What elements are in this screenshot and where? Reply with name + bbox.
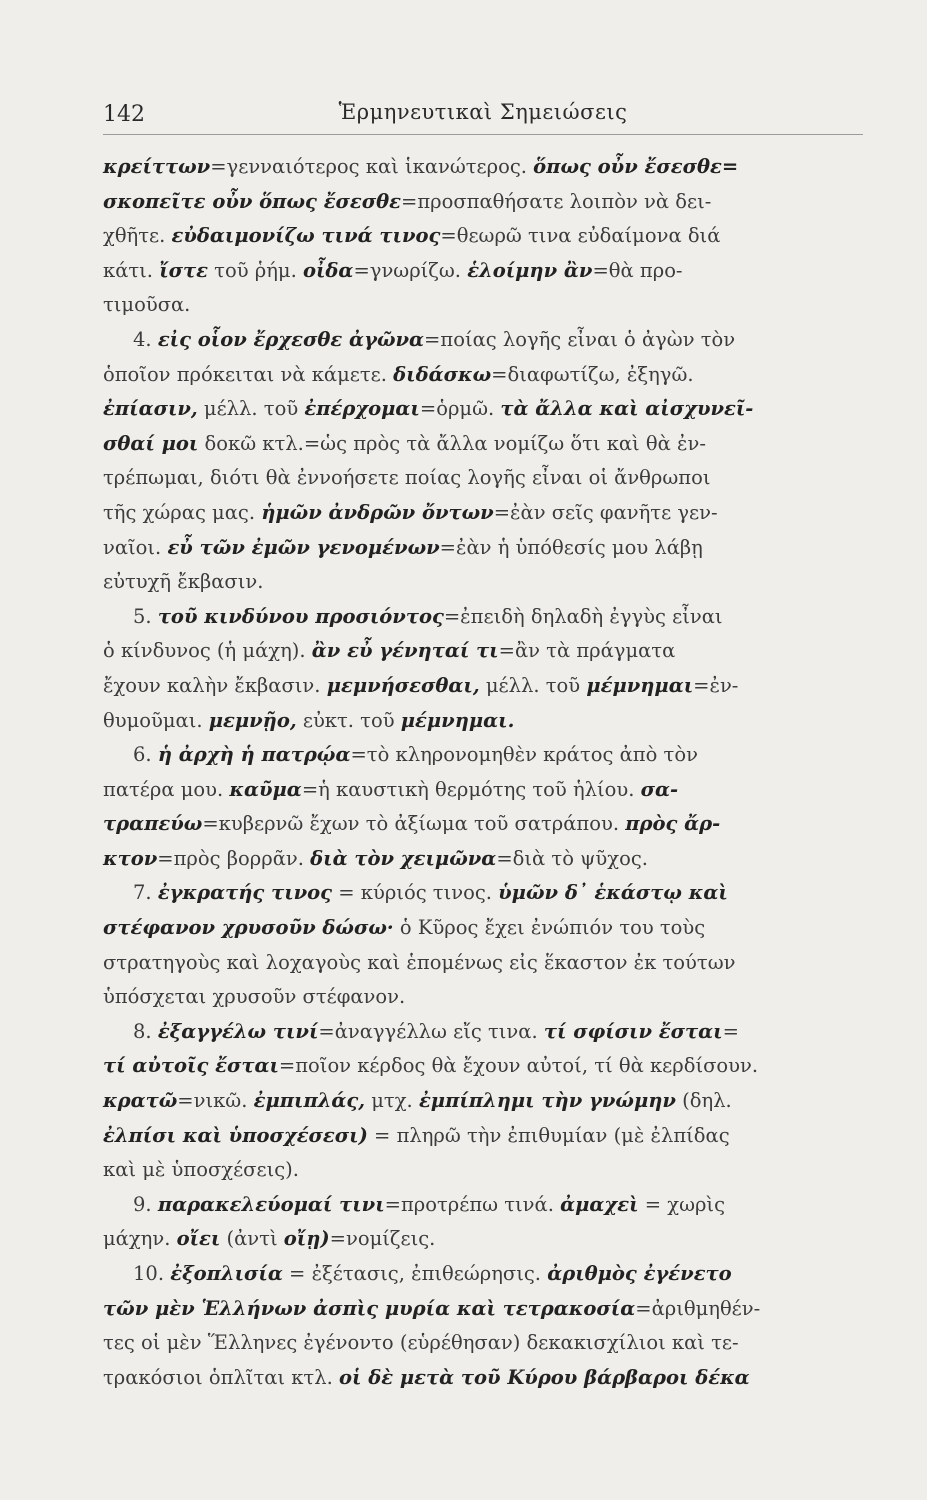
- text-line: [103, 1119, 871, 1154]
- gloss-text: μάχην.: [103, 1227, 177, 1251]
- lemma-term: τὰ ἄλλα καὶ αἰσχυνεῖ-: [500, 397, 754, 421]
- gloss-text: εὐκτ. τοῦ: [296, 708, 401, 732]
- lemma-term: παρακελεύομαί τινι: [157, 1192, 385, 1216]
- gloss-text: δοκῶ κτλ.=ὡς πρὸς τὰ ἄλλα νομίζω ὅτι καὶ θὰ ἐν-: [198, 431, 706, 455]
- lemma-term: οἴει: [176, 1227, 221, 1251]
- gloss-text: =γνωρίζω.: [353, 258, 468, 282]
- gloss-text: στρατηγοὺς καὶ λοχαγοὺς καὶ ἑπομένως εἰς ἕκαστον ἐκ τούτων: [103, 950, 736, 974]
- lemma-term: μέμνημαι: [586, 673, 694, 697]
- lemma-term: ἐμπιπλάς,: [253, 1089, 366, 1113]
- lemma-term: ὅπως οὖν ἔσεσθε=: [533, 155, 739, 178]
- text-line: [103, 219, 871, 254]
- gloss-text: 6.: [133, 743, 158, 767]
- lemma-term: πρὸς ἄρ-: [625, 812, 721, 836]
- gloss-text: μτχ.: [365, 1089, 419, 1113]
- text-line: [103, 911, 871, 946]
- lemma-term: τῶν μὲν Ἑλλήνων ἀσπὶς μυρία καὶ τετρακοσία: [103, 1296, 636, 1320]
- gloss-text: 5.: [133, 604, 158, 628]
- lemma-term: ἐμπίπλημι τὴν γνώμην: [418, 1089, 676, 1113]
- text-line: [103, 1326, 871, 1361]
- gloss-text: =κυβερνῶ ἔχων τὸ ἀξίωμα τοῦ σατράπου.: [202, 812, 626, 836]
- lemma-term: κτον: [103, 846, 158, 870]
- gloss-text: =ποίας λογῆς εἶναι ὁ ἀγὼν τὸν: [424, 327, 736, 351]
- text-line: [103, 634, 871, 669]
- lemma-term: στέφανον χρυσοῦν δώσω·: [103, 916, 394, 940]
- gloss-text: =τὸ κληρονομηθὲν κράτος ἀπὸ τὸν: [350, 743, 698, 767]
- gloss-text: = χωρὶς: [638, 1192, 725, 1216]
- lemma-term: οἶδα: [302, 258, 354, 282]
- lemma-term: τραπεύω: [103, 812, 203, 836]
- gloss-text: ναῖοι.: [103, 535, 168, 559]
- gloss-text: 4.: [133, 327, 158, 351]
- gloss-text: =θεωρῶ τινα εὐδαίμονα διά: [440, 224, 721, 248]
- gloss-text: μέλλ. τοῦ: [479, 673, 587, 697]
- lemma-term: εὖ τῶν ἐμῶν γενομένων: [167, 535, 440, 559]
- lemma-term: σθαί μοι: [103, 431, 199, 455]
- lemma-term: ἀριθμὸς ἐγένετο: [547, 1262, 732, 1285]
- gloss-text: =ἐν-: [693, 673, 739, 697]
- text-line: [103, 1084, 871, 1119]
- gloss-text: =ἐὰν σεῖς φανῆτε γεν-: [493, 500, 718, 524]
- gloss-text: εὐτυχῆ ἔκβασιν.: [103, 570, 264, 594]
- lemma-term: μεμνήσεσθαι,: [326, 673, 480, 697]
- text-line: [103, 531, 871, 566]
- lemma-term: ὑμῶν δ᾽ ἑκάστῳ καὶ: [498, 881, 728, 905]
- gloss-text: =ἡ καυστικὴ θερμότης τοῦ ἡλίου.: [301, 777, 641, 801]
- text-line: [103, 1188, 871, 1223]
- lemma-term: τοῦ κινδύνου προσιόντος: [157, 604, 444, 628]
- text-line: [103, 358, 871, 393]
- gloss-text: μέλλ. τοῦ: [197, 397, 305, 421]
- lemma-term: καῦμα: [229, 777, 302, 801]
- gloss-text: τρακόσιοι ὁπλῖται κτλ.: [103, 1365, 339, 1389]
- lemma-term: ἐξοπλισία: [170, 1262, 283, 1285]
- lemma-term: τί σφίσιν ἔσται: [543, 1019, 723, 1043]
- gloss-text: καὶ μὲ ὑποσχέσεις).: [103, 1158, 299, 1182]
- gloss-text: τες οἱ μὲν Ἕλληνες ἐγένοντο (εὑρέθησαν) δεκακισχίλιοι καὶ τε-: [103, 1331, 739, 1355]
- running-title: Ἑρμηνευτικαὶ Σημειώσεις: [338, 100, 628, 124]
- lemma-term: ἂν εὖ γένηταί τι: [311, 639, 499, 663]
- gloss-text: =πρὸς βορρᾶν.: [157, 846, 311, 870]
- text-line: [103, 461, 871, 496]
- lemma-term: μέμνημαι.: [400, 708, 515, 732]
- text-line: [103, 807, 871, 842]
- lemma-term: ἡ ἀρχὴ ἡ πατρῴα: [157, 743, 351, 767]
- text-line: [103, 842, 871, 877]
- text-line: [103, 738, 871, 773]
- gloss-text: χθῆτε.: [103, 224, 172, 248]
- gloss-text: θυμοῦμαι.: [103, 708, 209, 732]
- text-line: [103, 254, 871, 289]
- gloss-text: 10.: [133, 1262, 171, 1285]
- text-line: [103, 1361, 871, 1396]
- text-line: [103, 185, 871, 220]
- gloss-text: =ἀναγγέλλω εἴς τινα.: [318, 1019, 544, 1043]
- gloss-text: πατέρα μου.: [103, 777, 230, 801]
- gloss-text: (ἀντὶ: [220, 1227, 284, 1251]
- text-line: [103, 150, 871, 185]
- gloss-text: =ἐπειδὴ δηλαδὴ ἐγγὺς εἶναι: [443, 604, 723, 628]
- gloss-text: ὑπόσχεται χρυσοῦν στέφανον.: [103, 985, 406, 1009]
- gloss-text: ἔχουν καλὴν ἔκβασιν.: [103, 673, 327, 697]
- text-line: [103, 1153, 871, 1188]
- lemma-term: ἑλοίμην ἂν: [467, 258, 593, 282]
- text-line: [103, 392, 871, 427]
- text-line: [103, 1222, 871, 1257]
- gloss-text: =ποῖον κέρδος θὰ ἔχουν αὐτοί, τί θὰ κερδίσουν.: [278, 1054, 759, 1078]
- lemma-term: ἀμαχεὶ: [560, 1192, 639, 1216]
- lemma-term: σκοπεῖτε οὖν ὅπως ἔσεσθε: [103, 189, 402, 213]
- text-line: [103, 1015, 871, 1050]
- lemma-term: διὰ τὸν χειμῶνα: [310, 846, 497, 870]
- gloss-text: 9.: [133, 1192, 158, 1216]
- text-line: [103, 669, 871, 704]
- gloss-text: =ἀριθμηθέν-: [635, 1296, 761, 1320]
- lemma-term: εἰς οἷον ἔρχεσθε ἀγῶνα: [157, 327, 425, 351]
- gloss-text: τιμοῦσα.: [103, 293, 191, 317]
- gloss-text: = κύριός τινος.: [332, 881, 499, 905]
- gloss-text: =διαφωτίζω, ἐξηγῶ.: [491, 362, 694, 386]
- text-line: [103, 600, 871, 635]
- gloss-text: =ἐὰν ἡ ὑπόθεσίς μου λάβῃ: [439, 535, 703, 559]
- lemma-term: ἴστε: [159, 258, 208, 282]
- gloss-text: = πληρῶ τὴν ἐπιθυμίαν (μὲ ἐλπίδας: [367, 1123, 730, 1147]
- gloss-text: (δηλ.: [675, 1089, 732, 1113]
- page-header: [103, 98, 863, 135]
- text-line: [103, 323, 871, 358]
- gloss-text: κάτι.: [103, 258, 160, 282]
- gloss-text: =προσπαθήσατε λοιπὸν νὰ δει-: [401, 189, 712, 213]
- gloss-text: ὁποῖον πρόκειται νὰ κάμετε.: [103, 362, 394, 386]
- text-line: [103, 980, 871, 1015]
- text-line: [103, 427, 871, 462]
- text-line: [103, 946, 871, 981]
- lemma-term: ἐπέρχομαι: [304, 397, 420, 421]
- gloss-text: =προτρέπω τινά.: [384, 1192, 561, 1216]
- gloss-text: =ὁρμῶ.: [419, 397, 501, 421]
- text-line: [103, 1049, 871, 1084]
- text-line: [103, 773, 871, 808]
- gloss-text: =θὰ προ-: [592, 258, 683, 282]
- gloss-text: =: [722, 1019, 739, 1043]
- gloss-text: =διὰ τὸ ψῦχος.: [496, 846, 648, 870]
- gloss-text: 7.: [133, 881, 158, 905]
- gloss-text: ὁ κίνδυνος (ἡ μάχη).: [103, 639, 312, 663]
- gloss-text: τρέπωμαι, διότι θὰ ἐννοήσετε ποίας λογῆς εἶναι οἱ ἄνθρωποι: [103, 466, 711, 490]
- gloss-text: ὁ Κῦρος ἔχει ἐνώπιόν του τοὺς: [393, 916, 706, 940]
- lemma-term: διδάσκω: [393, 362, 492, 386]
- lemma-term: σα-: [640, 777, 679, 801]
- gloss-text: 8.: [133, 1019, 158, 1043]
- lemma-term: ἐλπίσι καὶ ὑποσχέσεσι): [103, 1123, 368, 1147]
- gloss-text: = ἐξέτασις, ἐπιθεώρησις.: [282, 1262, 548, 1285]
- gloss-text: =νικῶ.: [177, 1089, 254, 1113]
- lemma-term: ἐπίασιν,: [103, 397, 198, 421]
- page-number: 142: [103, 102, 145, 127]
- text-line: [103, 565, 871, 600]
- lemma-term: τί αὐτοῖς ἔσται: [103, 1054, 279, 1078]
- text-line: [103, 1257, 871, 1292]
- text-line: [103, 496, 871, 531]
- gloss-text: =ἂν τὰ πράγματα: [498, 639, 676, 663]
- lemma-term: εὐδαιμονίζω τινά τινος: [171, 224, 441, 248]
- gloss-text: τῆς χώρας μας.: [103, 500, 262, 524]
- text-line: [103, 704, 871, 739]
- lemma-term: ἐγκρατής τινος: [157, 881, 333, 905]
- lemma-term: οἴῃ): [283, 1227, 330, 1251]
- text-line: [103, 876, 871, 911]
- gloss-text: τοῦ ῥήμ.: [207, 258, 303, 282]
- lemma-term: κρατῶ: [103, 1089, 178, 1113]
- lemma-term: ἡμῶν ἀνδρῶν ὄντων: [261, 500, 494, 524]
- lemma-term: ἐξαγγέλω τινί: [157, 1019, 319, 1043]
- text-line: [103, 288, 871, 323]
- lemma-term: κρείττων: [103, 155, 211, 178]
- lemma-term: μεμνῇο,: [208, 708, 297, 732]
- commentary-text: [103, 150, 871, 1395]
- text-line: [103, 1292, 871, 1327]
- gloss-text: =νομίζεις.: [329, 1227, 436, 1251]
- gloss-text: =γενναιότερος καὶ ἱκανώτερος.: [210, 155, 534, 178]
- lemma-term: οἱ δὲ μετὰ τοῦ Κύρου βάρβαροι δέκα: [338, 1365, 750, 1389]
